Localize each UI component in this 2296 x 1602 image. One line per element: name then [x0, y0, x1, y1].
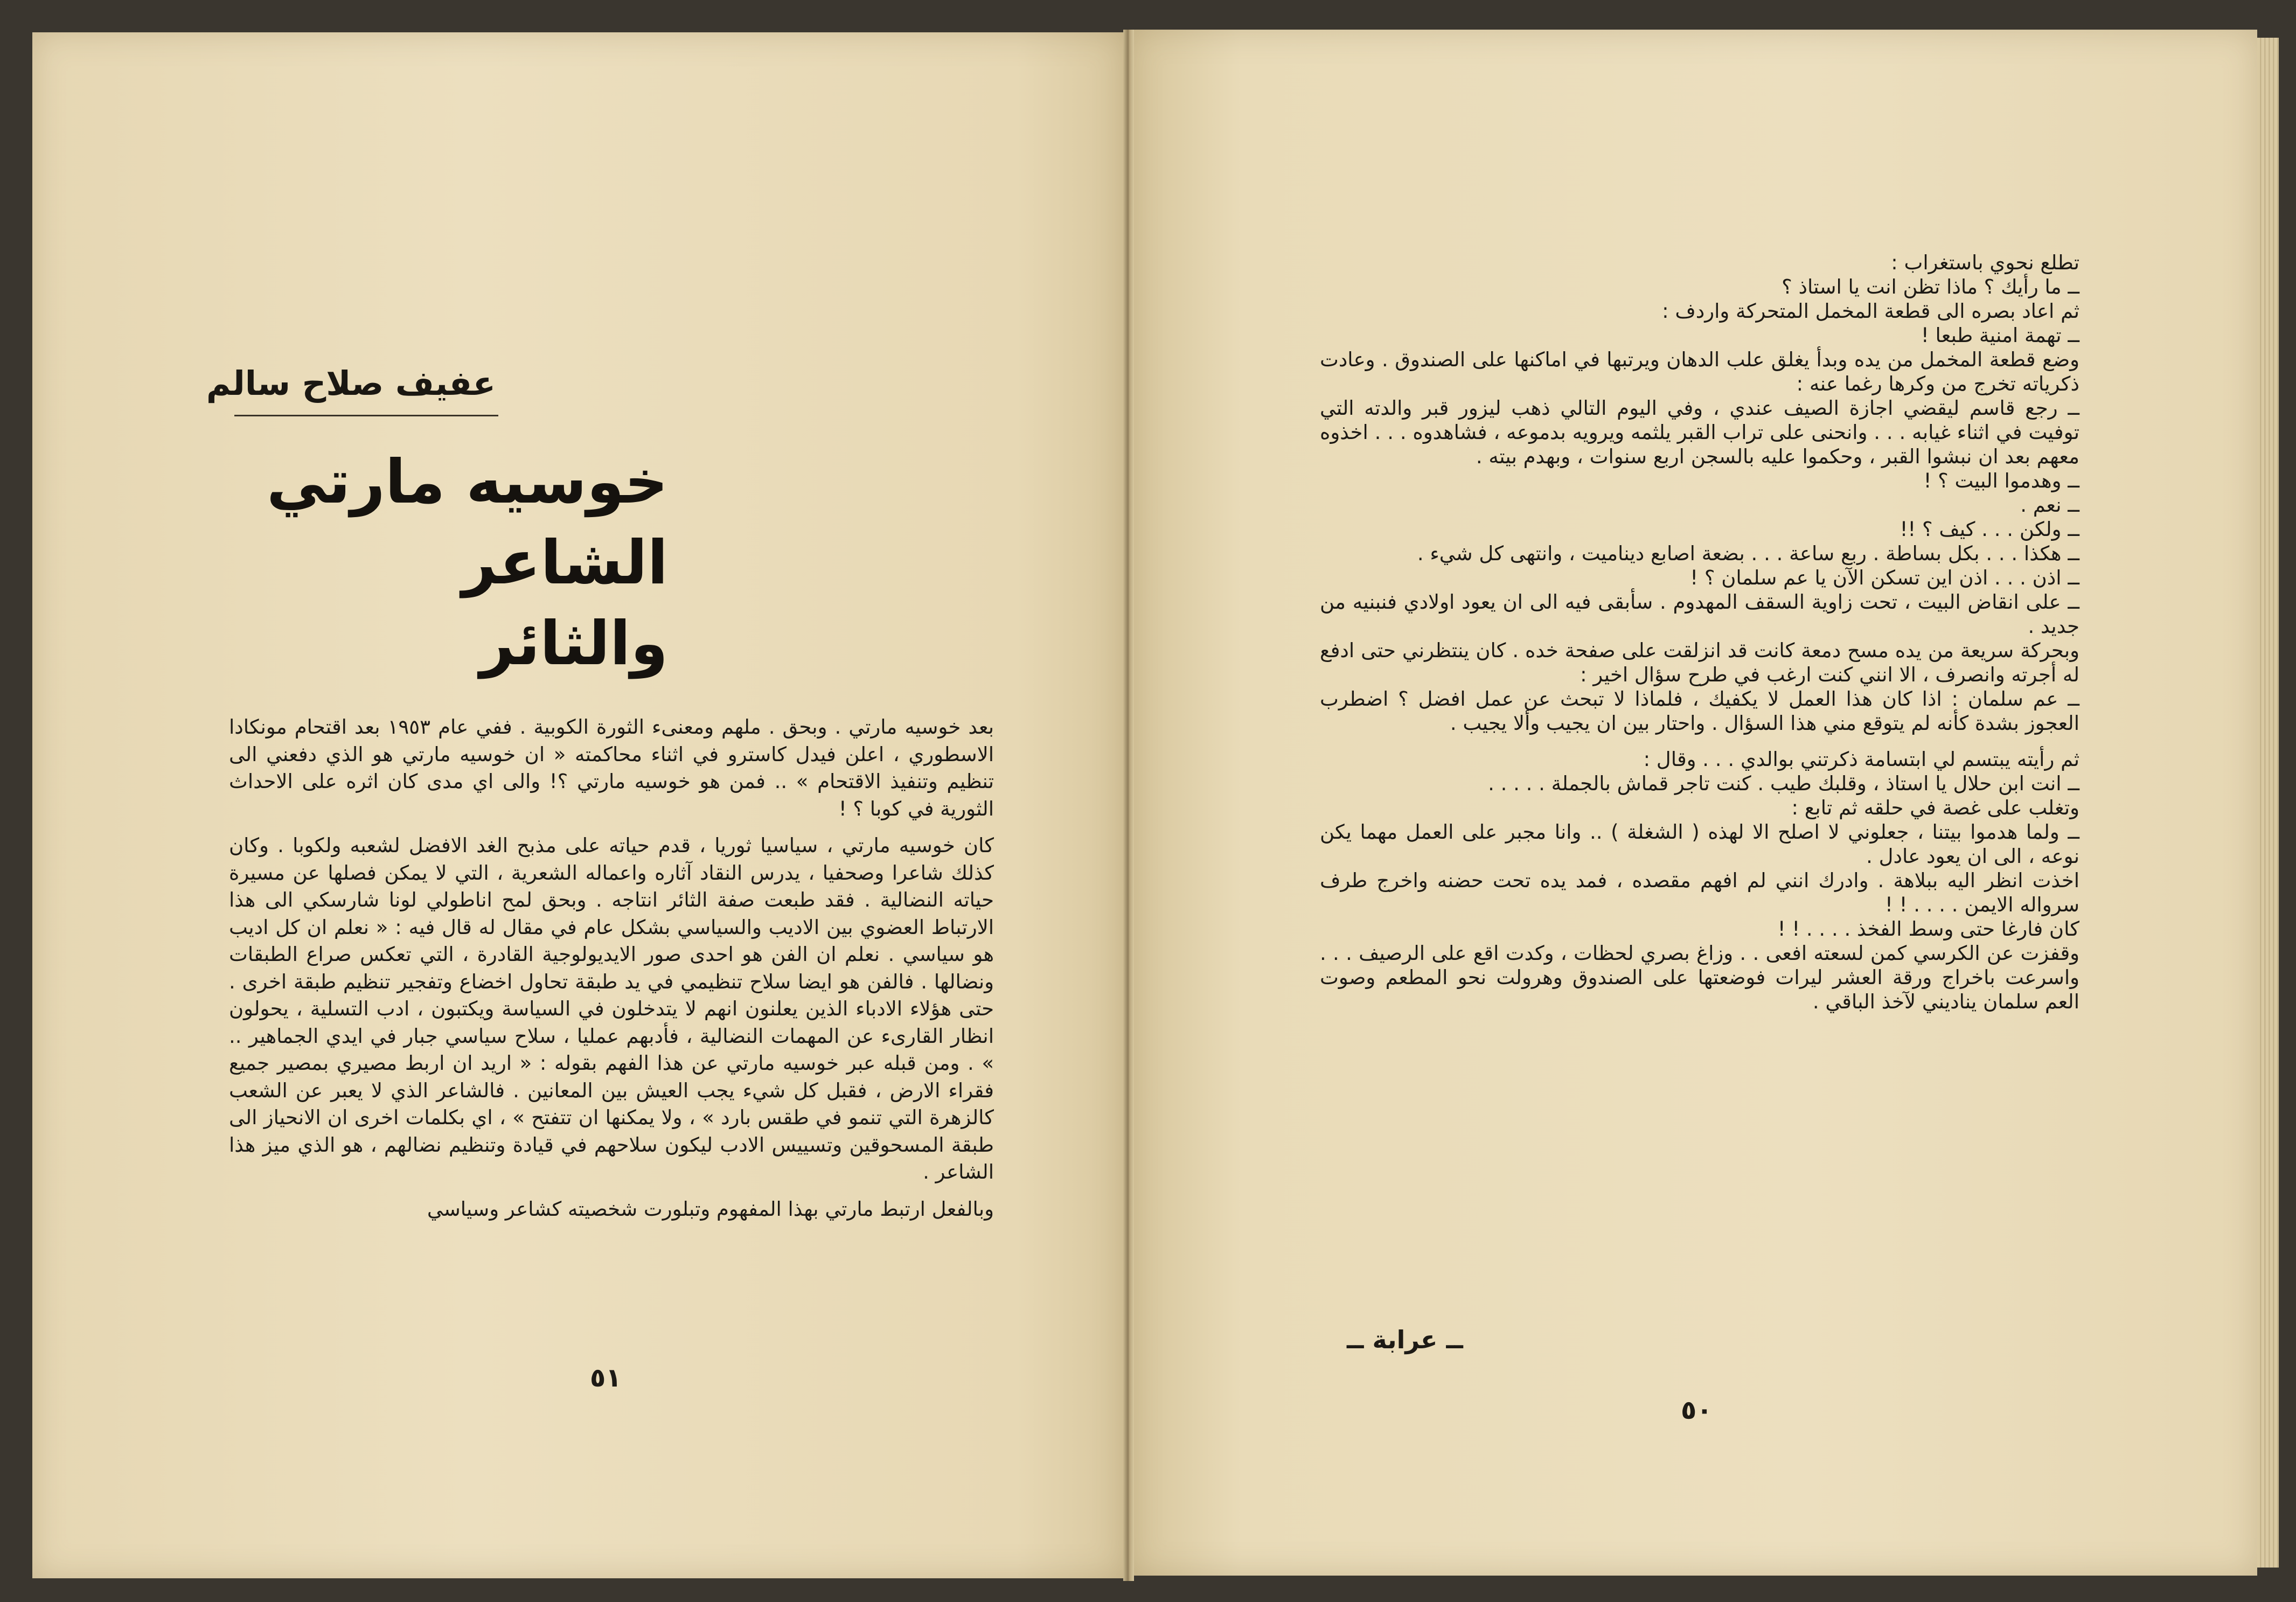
text-line: وتغلب على غصة في حلقه ثم تابع : [1791, 796, 2079, 819]
article-title [226, 442, 668, 684]
text-line: ــ ما رأيك ؟ ماذا تظن انت يا استاذ ؟ [1782, 275, 2079, 298]
spacer [1320, 735, 2079, 747]
text-line: ثم اعاد بصره الى قطعة المخمل المتحركة واردف : [1662, 299, 2079, 323]
text-line: ــ وهدموا البيت ؟ ! [1923, 469, 2079, 492]
text-line: وبحركة سريعة من يده مسح دمعة كانت قد انزلقت على صفحة خده . كان ينتظرني حتى ادفع له أجرته وانصرف ، الا انني كنت ارغب في طرح سؤال اخير : [1320, 639, 2079, 686]
text-line: ثم رأيته يبتسم لي ابتسامة ذكرتني بوالدي . . . وقال : [1643, 748, 2079, 771]
paragraph: كان خوسيه مارتي ، سياسيا ثوريا ، قدم حياته على مذبح الغد الافضل لشعبه ولكوبا . وكان كذلك شاعرا وصحفيا ، يدرس النقاد آثاره واعماله الشعرية ، التي لا يمكن فصلها عن مسيرة حياته النضالية . فقد طبعت صفة الثائر انتاجه . وبحق لمح اناطولي لونا شارسكي الى هذا الارتباط العضوي بين الاديب والسياسي بشكل عام في مقال له قال فيه : « نعلم ان كل اديب هو سياسي . نعلم ان الفن هو احدى صور الايديولوجية القادرة ، التي تعكس صراع الطبقات ونضالها . فالفن هو ايضا سلاح تنظيمي في يد طبقة تحاول اخضاع وتفجير تنظيم طبقة اخرى . حتى هؤلاء الادباء الذين يعلنون انهم لا يتدخلون في السياسة ويكتبون ، ادب التسلية ، يحولون انظار القارىء عن المهمات النضالية ، فأدبهم عمليا ، سلاح سياسي جبار في ايدي الجماهير .. » . ومن قبله عبر خوسيه مارتي عن هذا الفهم بقوله : « اريد ان اربط مصيري بمصير جميع فقراء الارض ، فقبل كل شيء يجب العيش بين المعانين . فالشاعر الذي لا يعبر عن الشعب كالزهرة التي تنمو في طقس بارد » ، ولا يمكنها ان تتفتح » ، اي بكلمات اخرى ان الانحياز الى طبقة المسحوقين وتسييس الادب ليكون سلاحهم في قيادة وتنظيم نضالهم ، هو الذي ميز هذا الشاعر . [229, 834, 994, 1183]
text-line: ــ على انقاض البيت ، تحت زاوية السقف المهدوم . سأبقى فيه الى ان يعود اولادي فنبنيه من جديد . [1320, 590, 2079, 638]
right-body-text [1320, 250, 2079, 1014]
text-line: ــ انت ابن حلال يا استاذ ، وقلبك طيب . كنت تاجر قماش بالجملة . . . . . [1488, 772, 2079, 795]
text-line: ــ تهمة امنية طبعا ! [1921, 324, 2079, 347]
author-underline [234, 415, 498, 416]
text-line: اخذت انظر اليه ببلاهة . وادرك انني لم افهم مقصده ، فمد يده تحت حضنه واخرج طرف سرواله الايمن . . . . ! ! [1320, 869, 2079, 916]
paragraph: بعد خوسيه مارتي . وبحق . ملهم ومعنىء الثورة الكوبية . ففي عام ١٩٥٣ بعد اقتحام مونكادا الاسطوري ، اعلن فيدل كاسترو في اثناء محاكمته « ان خوسيه مارتي هو الذي دفعني الى تنظيم وتنفيذ الاقتحام » .. فمن هو خوسيه مارتي ؟! والى اي مدى كان اثره على الاحداث الثورية في كوبا ؟ ! [229, 715, 994, 820]
book-spine [1123, 30, 1134, 1581]
page-number-left: ٥١ [590, 1363, 622, 1393]
text-line: وقفزت عن الكرسي كمن لسعته افعى . . وزاغ بصري لحظات ، وكدت اقع على الرصيف . . . واسرعت باخراج ورقة العشر ليرات فوضعتها على الصندوق وهرولت نحو المطعم وصوت العم سلمان يناديني لآخذ الباقي . [1320, 942, 2079, 1013]
left-body-text [229, 714, 994, 1232]
text-line: ــ هكذا . . . بكل بساطة . ربع ساعة . . . بضعة اصابع ديناميت ، وانتهى كل شيء . [1417, 542, 2079, 565]
text-line: ــ نعم . [2020, 493, 2079, 517]
text-line: تطلع نحوي باستغراب : [1891, 251, 2079, 274]
text-line: ــ ولكن . . . كيف ؟ !! [1900, 518, 2079, 541]
title-line-1: خوسيه مارتي الشاعر [267, 447, 668, 598]
text-line: وضع قطعة المخمل من يده وبدأ يغلق علب الدهان ويرتبها في اماكنها على الصندوق . وعادت ذكرياته تخرج من وكرها رغما عنه : [1320, 348, 2079, 395]
text-line: ــ ولما هدموا بيتنا ، جعلوني لا اصلح الا لهذه ( الشغلة ) .. وانا مجبر على العمل مهما يكن نوعه ، الى ان يعود عادل . [1320, 820, 2079, 868]
page-edges [2257, 38, 2279, 1568]
text-line: ــ رجع قاسم ليقضي اجازة الصيف عندي ، وفي اليوم التالي ذهب ليزور قبر والدته التي توفيت في اثناء غيابه . . . وانحنى على تراب القبر يلثمه ويرويه بدموعه ، فشاهدوه . . . اخذوه معهم بعد ان نبشوا القبر ، وحكموا عليه بالسجن اربع سنوات ، وبهدم بيته . [1320, 396, 2079, 468]
page-number-right: ٥٠ [1681, 1395, 1713, 1425]
title-line-2: والثائر [479, 609, 668, 679]
text-line: ــ اذن . . . اذن اين تسكن الآن يا عم سلمان ؟ ! [1690, 566, 2079, 589]
paragraph: وبالفعل ارتبط مارتي بهذا المفهوم وتبلورت شخصيته كشاعر وسياسي [427, 1197, 994, 1221]
text-line: كان فارغا حتى وسط الفخذ . . . . ! ! [1777, 917, 2079, 941]
author-name: عفيف صلاح سالم [206, 364, 496, 403]
story-signoff: ــ عرابة ــ [1347, 1325, 1463, 1354]
text-line: ــ عم سلمان : اذا كان هذا العمل لا يكفيك ، فلماذا لا تبحث عن عمل افضل ؟ اضطرب العجوز بشدة كأنه لم يتوقع مني هذا السؤال . واحتار بين ان يجيب وألا يجيب . [1320, 687, 2079, 735]
